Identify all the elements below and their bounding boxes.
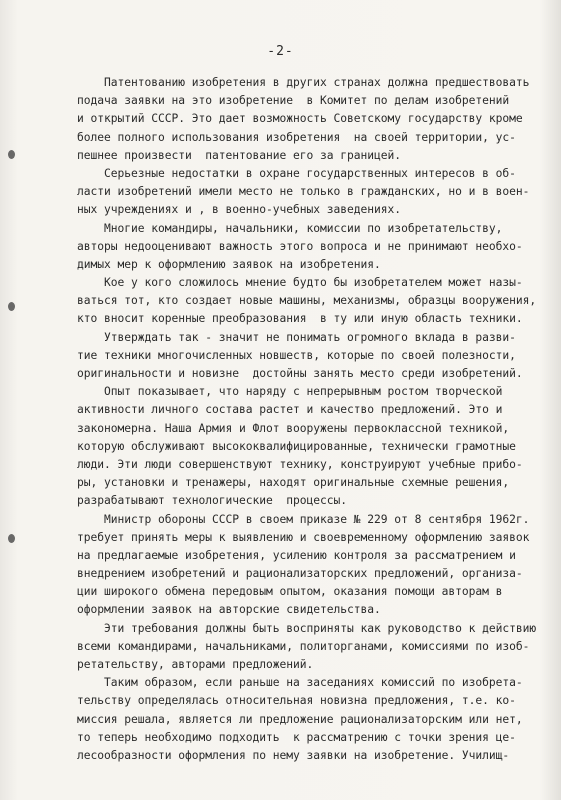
text-line: внедрением изобретений и рационализаторских предложений, организа- (77, 567, 523, 581)
document-body (77, 74, 537, 765)
text-line: оригинальности и новизне достойны занять место среди изобретений. (77, 367, 523, 380)
text-line: Кое у кого сложилось мнение будто бы изобретателем может назы- (77, 276, 523, 290)
text-line: ных учреждениях и , в военно-учебных заведениях. (77, 203, 402, 217)
text-line: ретательству, авторами предложений. (77, 658, 314, 671)
text-line: авторы недооценивают важность этого вопроса и не принимают необхо- (77, 239, 523, 253)
text-line: ции широкого обмена передовым опытом, оказания помощи авторам в (77, 585, 503, 599)
text-line: которую обслуживают высококвалифицированные, технически грамотные (77, 439, 516, 453)
text-line: активности личного состава растет и качество предложений. Это и (77, 403, 503, 417)
text-line: тие техники многочисленных новшеств, которые по своей полезности, (77, 348, 516, 362)
text-line: ласти изобретений имели место не только в гражданских, но и в воен- (77, 185, 530, 199)
text-line: лесообразности оформления по нему заявки на изобретение. Училищ- (77, 748, 510, 762)
text-line: димых мер к оформлению заявок на изобретения. (77, 257, 381, 271)
text-line: всеми командирами, начальниками, политорганами, комиссиями по изоб- (77, 639, 530, 653)
text-line: более полного использования изобретения на своей территории, ус- (77, 130, 516, 144)
text-line: Министр обороны СССР в своем приказе № 229 от 8 сентября 1962г. (77, 512, 530, 526)
page-number: -2- (267, 44, 294, 59)
text-line: кто вносит коренные преобразования в ту или иную область техники. (77, 312, 523, 326)
text-line: люди. Эти люди совершенствуют технику, конструируют учебные прибо- (77, 457, 523, 471)
text-line: Эти требования должны быть восприняты как руководство к действию (77, 621, 537, 635)
text-line: ваться тот, кто создает новые машины, механизмы, образцы вооружения, (77, 294, 537, 308)
text-line: оформлении заявок на авторские свидетельства. (77, 603, 381, 617)
text-line: Патентованию изобретения в других странах должна предшествовать (77, 76, 530, 89)
text-line: Многие командиры, начальники, комиссии по изобретательству, (77, 221, 503, 235)
text-line: пешнее произвести патентование его за границей. (77, 148, 402, 162)
text-line: Опыт показывает, что наряду с непрерывным ростом творческой (77, 385, 503, 399)
text-line: и открытий СССР. Это дает возможность Советскому государству кроме (77, 112, 523, 126)
text-line: Серьезные недостатки в охране государственных интересов в об- (77, 166, 516, 180)
text-line: требует принять меры к выявлению и своевременному оформлению заявок (77, 530, 530, 544)
text-line: Утверждать так - значит не понимать огромного вклада в разви- (77, 330, 516, 344)
text-line: Таким образом, если раньше на заседаниях комиссий по изобрета- (77, 676, 523, 690)
text-line: миссия решала, является ли предложение рационализаторским или нет, (77, 712, 523, 726)
punch-hole-mark (8, 534, 15, 543)
text-line: тельству определялась относительная новизна предложения, т.е. ко- (77, 694, 516, 708)
text-line: на предлагаемые изобретения, усилению контроля за рассматрением и (77, 548, 516, 562)
text-line: ры, установки и тренажеры, находят оригинальные схемные решения, (77, 476, 510, 490)
punch-hole-mark (8, 150, 15, 159)
punch-hole-mark (8, 302, 15, 311)
text-line: разрабатывают технологические процессы. (77, 494, 348, 508)
text-line: закономерна. Наша Армия и Флот вооружены первоклассной техникой, (77, 421, 510, 435)
text-line: то теперь необходимо подходить к рассматрению с точки зрения це- (77, 730, 516, 744)
text-line: подача заявки на это изобретение в Комитет по делам изобретений (77, 94, 510, 108)
